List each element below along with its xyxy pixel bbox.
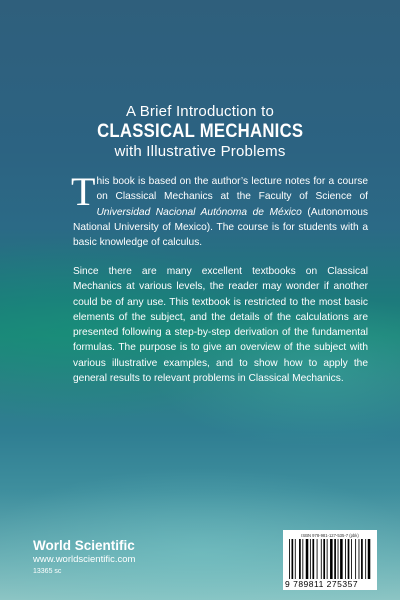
title-line-3: with Illustrative Problems	[114, 143, 286, 160]
paragraph-1-italic: Universidad Nacional Autónoma de México	[96, 206, 302, 218]
publisher-block	[33, 538, 135, 577]
barcode-icon	[289, 539, 371, 579]
paragraph-1	[71, 169, 368, 250]
publisher-name: World Scientific	[33, 538, 135, 553]
title-line-1: A Brief Introduction to	[125, 103, 274, 120]
product-code: 13365 sc	[33, 568, 62, 575]
drop-cap: T	[71, 169, 96, 214]
barcode-box	[283, 530, 377, 590]
paragraph-1-text-a: his book is based on the author’s lecture notes for a course on Classical Mechanics at the Faculty of Science of	[96, 176, 368, 203]
title-block	[0, 103, 400, 161]
book-title: CLASSICAL MECHANICS	[96, 121, 304, 142]
paragraph-1-text-b: (Autonomous National University of Mexico). The course is for students with a basic knowledge of calculus.	[73, 206, 368, 249]
publisher-url: www.worldscientific.com	[33, 554, 136, 565]
barcode-digits: 9 789811 275357	[285, 579, 359, 589]
paragraph-2: Since there are many excellent textbooks on Classical Mechanics at various levels, the reader may wonder if another could be of any use. This textbook is restricted to the most basic elements of the subject, and the details of the calculations are presented following a step-by-step derivation of the fundamental formulas. The purpose is to give an overview of the subject with various illustrative examples, and to show how to apply the general results to relevant problems in Classical Mechanics.	[73, 266, 368, 385]
isbn-text: ISBN 978-981-127-535-7 (pbk)	[301, 533, 359, 538]
